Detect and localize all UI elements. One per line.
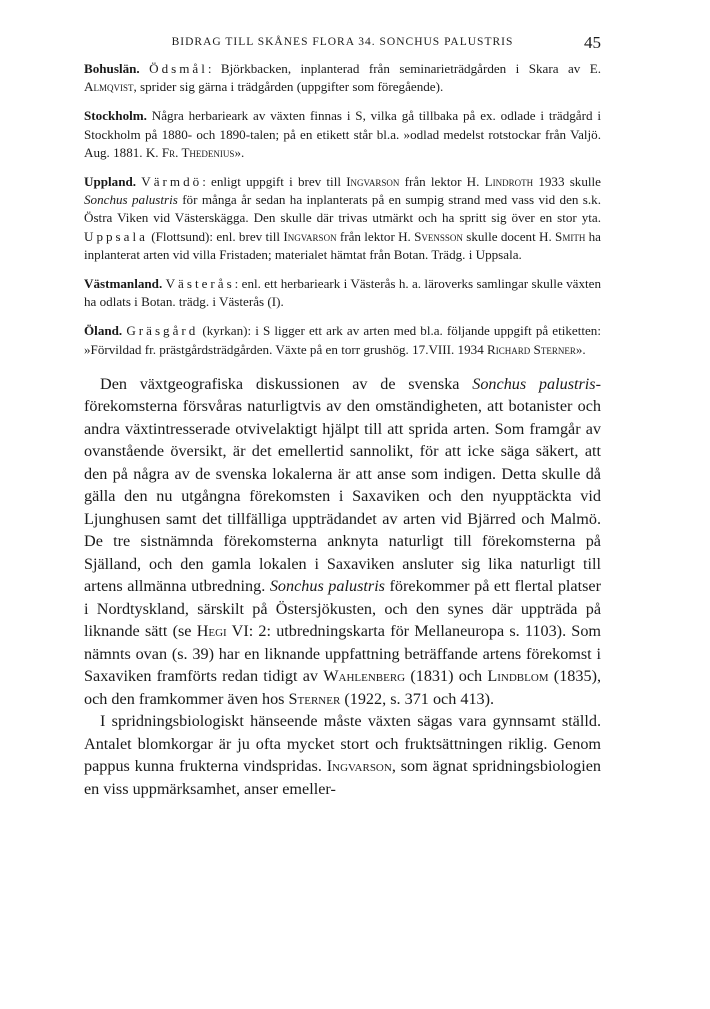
running-header	[84, 33, 601, 60]
text-run: : enl. ett herbarieark i Västerås h. a. läroverks samlingar skulle växten ha odlats i Botan. trädg. i Västerås (I).	[84, 276, 601, 310]
author-name: Richard Sterner	[487, 341, 576, 357]
text-run: (1922, s. 371 och 413).	[340, 689, 495, 708]
province-name: Uppland.	[84, 174, 137, 190]
text-run: (Flottsund): enl. brev till	[147, 228, 284, 244]
author-name: Hegi	[196, 622, 227, 641]
locality-name: Värmdö	[141, 174, 203, 190]
author-name: Fr. Thedenius	[161, 144, 235, 160]
author-name: Wahlenberg	[323, 667, 406, 686]
province-entry	[84, 60, 601, 96]
italic-taxon: Sonchus palustris	[269, 577, 385, 596]
text-run: Den växtgeografiska diskussionen av de svenska	[100, 374, 473, 393]
text-run	[140, 61, 149, 76]
text-run: (1831) och	[405, 667, 488, 686]
province-name: Stockholm.	[84, 108, 147, 124]
locality-name: Västerås	[165, 276, 235, 292]
province-entry	[84, 322, 601, 358]
italic-taxon: Sonchus palustris	[472, 374, 596, 393]
italic-taxon: Sonchus palustris	[84, 192, 178, 208]
author-name: Ingvarson	[326, 757, 392, 776]
text-run: , som ägnat spridningsbiologien en viss uppmärksamhet, anser emeller-	[84, 757, 601, 798]
text-run: : enligt uppgift i brev till	[202, 174, 347, 190]
text-run: -förekomsterna försvåras naturligtvis av den omständigheten, att botanister och andra växtintresserade otvivelaktigt hjälpt till att sprida arten. Som framgår av ovanstående översikt, är det emellertid sannolikt, för att icke säga säkert, att den på några av de svenska lokalerna är att anse som indigen. Detta skulle då gälla den nu utgångna förekomsten i Saxaviken och den nyupptäckta vid Ljunghusen samt det tillfälliga uppträdandet av arten vid Bjärred och Malmö. De tre sistnämnda förekomsterna anknyta naturligt till förekomsterna på Själland, och den gamla lokalen i Saxaviken ansluter sig lika naturligt till artens allmänna utbredning.	[84, 374, 601, 596]
author-name: Svensson	[414, 228, 463, 244]
text-run: skulle docent H.	[462, 228, 556, 244]
province-entry	[84, 173, 601, 264]
locality-name: Ödsmål	[149, 61, 208, 76]
author-name: Smith	[555, 228, 586, 244]
text-run: ».	[234, 144, 245, 160]
province-name: Västmanland.	[84, 276, 163, 292]
text-run: VI: 2: utbredningskarta för Mellaneuropa s. 1103). Som nämnts ovan (s. 39) har en liknande uppfattning beträffande artens förekomst i Saxaviken framförts redan tidigt av	[84, 622, 601, 686]
text-run: förekommer på ett flertal platser i Nordtyskland, särskilt på Östersjökusten, och den synes där uppträda på liknande sätt (se	[84, 577, 601, 641]
author-name: Lindblom	[487, 667, 549, 686]
body-paragraph	[84, 710, 601, 800]
text-run: : Björkbacken, inplanterad från seminarieträdgården i Skara av E.	[207, 61, 602, 76]
locality-name: Uppsala	[84, 228, 148, 244]
text-run: I spridningsbiologiskt hänseende måste växten sägas vara gynnsamt ställd. Antalet blomkorgar är ju ofta mycket stort och fruktsättningen riklig. Genom pappus kunna frukterna vindspridas.	[84, 712, 601, 776]
province-records	[84, 60, 601, 359]
text-run: från lektor H.	[399, 174, 485, 190]
discussion-text	[84, 373, 601, 801]
text-run: , sprider sig gärna i trädgården (uppgifter som föregående).	[133, 79, 444, 95]
running-title: BIDRAG TILL SKÅNES FLORA 34. SONCHUS PALUSTRIS	[171, 36, 514, 48]
author-name: Ingvarson	[283, 228, 337, 244]
province-entry	[84, 107, 601, 162]
author-name: Lindroth	[484, 174, 534, 190]
text-run: ».	[575, 341, 586, 357]
province-name: Öland.	[84, 323, 123, 339]
text-run: (1835), och den framkommer även hos	[84, 667, 602, 708]
text-run: ha inplanterat arten vid villa Fristaden; materialet hämtat från Botan. Trädg. i Uppsala.	[84, 228, 601, 262]
author-name: Ingvarson	[346, 174, 400, 190]
text-run: Några herbarieark av växten finnas i S, vilka gå tillbaka på ex. odlade i trädgård i Stockholm på 1880- och 1890-talen; på en etikett står bl.a. »odlad medelst rotstockar från Valjö. Aug. 1881. K.	[84, 108, 601, 160]
province-entry	[84, 275, 601, 311]
text-run: från lektor H.	[336, 228, 415, 244]
locality-name: Gräsgård	[126, 323, 199, 339]
author-name: Sterner	[288, 689, 341, 708]
province-name: Bohuslän.	[84, 61, 140, 76]
text-run: (kyrkan): i S ligger ett ark av arten med bl.a. följande uppgift på etiketten: »Förvildad fr. prästgårdsträdgården. Växte på en torr grushög. 17.VIII. 1934	[84, 323, 601, 357]
author-name: Almqvist	[84, 79, 134, 95]
page-number: 45	[584, 33, 601, 52]
text-run: 1933 skulle	[533, 174, 601, 190]
text-run: för många år sedan ha inplanterats på en sumpig strand med vass vid den s.k. Östra Viken vid Västerskägga. Den skulle där trivas utmärkt och ha spritt sig över en stor yta.	[84, 192, 601, 226]
body-paragraph	[84, 373, 601, 711]
